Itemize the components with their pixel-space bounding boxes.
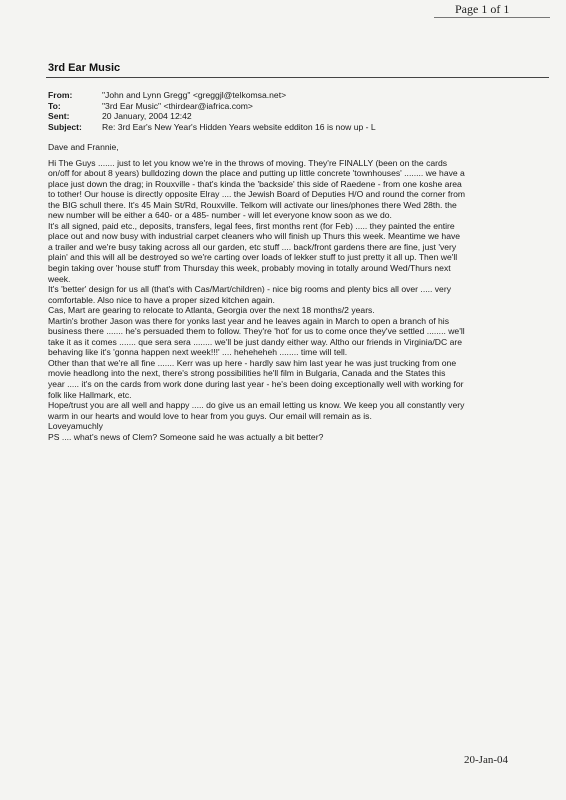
body-line: plain' and this will all be destroyed so we're carting over loads of lekker stuff to just pretty it all up. Then we'll: [48, 252, 458, 263]
header-from: [48, 90, 376, 101]
header-label: To:: [48, 100, 61, 111]
body-lines: [48, 158, 556, 443]
body-line: week.: [48, 273, 71, 284]
body-line: on/off for about 8 years) bulldozing down the place and putting up little concrete 'townhouses' ........ we have a: [48, 168, 465, 179]
email-body: [48, 142, 556, 442]
body-line: place out and now busy with industrial carpet cleaners who will finish up Thurs this week. Meantime we have: [48, 231, 461, 242]
header-sent: [48, 111, 376, 122]
header-label: From:: [48, 90, 73, 100]
footer-date: 20-Jan-04: [464, 754, 508, 766]
body-line: take it as it comes ....... que sera sera ........ we'll be just dandy either way. Altho our friends in Virginia/DC are: [48, 336, 463, 347]
body-line: new number will be either a 640- or a 485- number - will let everyone know soon as we do.: [48, 210, 392, 221]
body-line: Other than that we're all fine ....... Kerr was up here - hardly saw him last year he was just trucking from one: [48, 357, 457, 368]
header-label: Sent:: [48, 111, 70, 122]
body-line: behaving like it's 'gonna happen next week!!!' .... heheheheh ........ time will tell.: [48, 347, 348, 358]
body-line: folk like Hallmark, etc.: [48, 389, 132, 400]
top-divider: [434, 17, 550, 18]
body-line: place just down the drag; in Rouxville - that's kinda the 'backside' this side of Raedene - from one koshe area: [48, 178, 462, 189]
page-number: Page 1 of 1: [455, 2, 510, 16]
body-line: to tother! Our house is directly opposite Elray .... the Jewish Board of Deputies H/O and round the corner from: [48, 189, 466, 200]
header-subject: [48, 122, 376, 133]
body-line: It's 'better' design for us all (that's with Cas/Mart/children) - nice big rooms and plenty bics all over ..... very: [48, 284, 451, 295]
header-value: "3rd Ear Music" <thirdear@iafrica.com>: [102, 100, 253, 111]
body-line: Martin's brother Jason was there for yonks last year and he leaves again in March to open a branch of his: [48, 315, 449, 326]
body-line: movie headlong into the next, there's strong possibilities he'll film in Bulgaria, Canada and the States this: [48, 368, 446, 379]
header-to: [48, 101, 376, 112]
email-title: 3rd Ear Music: [48, 62, 121, 74]
email-headers: [48, 90, 376, 132]
header-value: Re: 3rd Ear's New Year's Hidden Years website edditon 16 is now up - L: [102, 121, 376, 132]
body-line: warm in our hearts and would love to hear from you guys. Our email will remain as is.: [48, 410, 372, 421]
body-line: PS .... what's news of Clem? Someone said he was actually a bit better?: [48, 431, 324, 442]
body-line: a trailer and we're busy taking across all our garden, etc stuff .... back/front gardens there are fine, just 'very: [48, 241, 457, 252]
header-value: 20 January, 2004 12:42: [102, 111, 192, 122]
header-value: "John and Lynn Gregg" <greggjl@telkomsa.net>: [102, 90, 287, 100]
body-line: Loveyamuchly: [48, 421, 103, 432]
body-line: Hope/trust you are all well and happy ..... do give us an email letting us know. We keep you all constantly very: [48, 400, 465, 411]
body-line: Hi The Guys ....... just to let you know we're in the throws of moving. They're FINALLY (been on the cards: [48, 157, 448, 168]
body-line: business there ....... he's persuaded them to follow. They're 'hot' for us to come once they've settled ........ we'll: [48, 326, 465, 337]
title-divider: [46, 77, 549, 78]
header-label: Subject:: [48, 121, 82, 132]
body-line: year ..... it's on the cards from work done during last year - he's been doing exceptionally well with working for: [48, 379, 464, 390]
body-line: comfortable. Also nice to have a proper sized kitchen again.: [48, 294, 275, 305]
body-line: It's all signed, paid etc., deposits, transfers, legal fees, first months rent (for Feb) ..... they painted the entire: [48, 220, 455, 231]
body-line: begin taking over 'house stuff' from Thursday this week, probably moving in totally around Wed/Thurs next: [48, 263, 451, 274]
body-line: Cas, Mart are gearing to relocate to Atlanta, Georgia over the next 18 months/2 years.: [48, 305, 375, 316]
body-line: the BIG schull there. It's 45 Main St/Rd, Rouxville. Telkom will activate our lines/phones there Wed 28th. the: [48, 199, 457, 210]
greeting: Dave and Frannie,: [48, 142, 119, 152]
